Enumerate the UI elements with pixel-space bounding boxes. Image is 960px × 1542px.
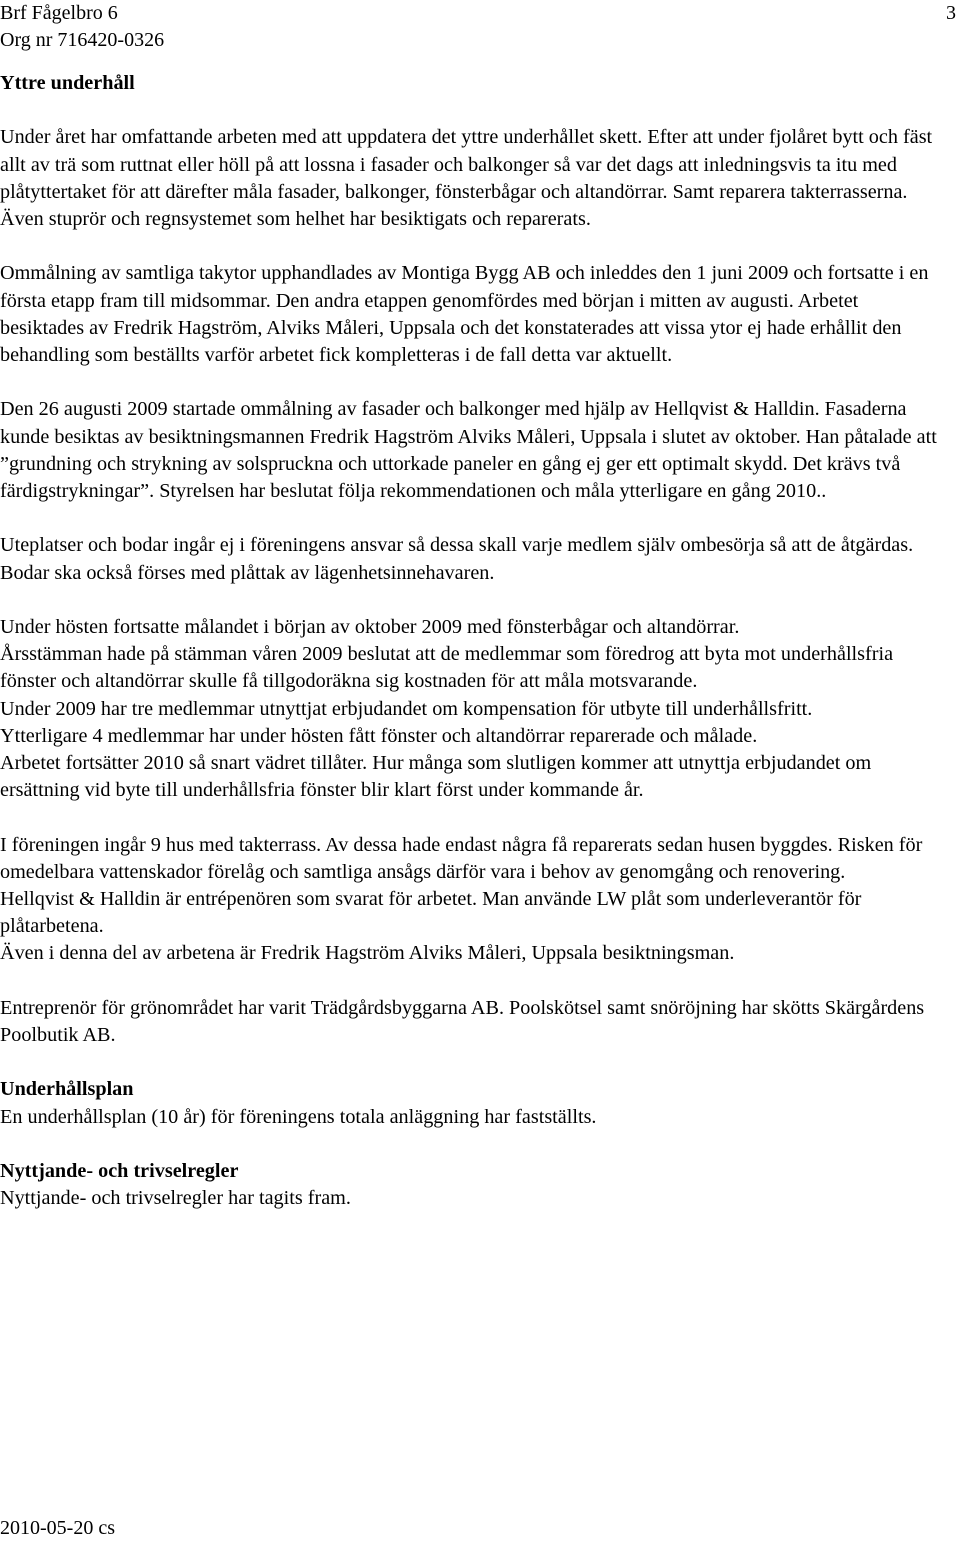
paragraph: Under 2009 har tre medlemmar utnyttjat erbjudandet om kompensation för utbyte till underhållsfritt. [0,697,813,720]
paragraph: Hellqvist & Halldin är entrépenören som svarat för arbetet. Man använde LW plåt som underleverantör för plåtarbetena. [0,888,862,938]
paragraph: Ommålning av samtliga takytor upphandlades av Montiga Bygg AB och inleddes den 1 juni 2009 och fortsatte i en första etapp fram till midsommar. Den andra etappen genomfördes med början i mitten av augusti. Arbetet besiktades av Fredrik Hagström, Alviks Måleri, Uppsala och det konstaterades att vissa ytor ej hade erhållit den behandling som beställts varför arbetet fick kompletteras i de fall detta var aktuellt. [0,262,929,366]
section-title-usage-rules: Nyttjande- och trivselregler [0,1159,239,1182]
paragraph: Även i denna del av arbetena är Fredrik Hagström Alviks Måleri, Uppsala besiktningsman. [0,942,735,965]
paragraph: Arbetet fortsätter 2010 så snart vädret tillåter. Hur många som slutligen kommer att utnyttja erbjudandet om ersättning vid byte till underhållsfria fönster blir klart först under kommande år. [0,752,872,802]
paragraph: Bodar ska också förses med plåttak av lägenhetsinnehavaren. [0,561,495,584]
paragraph: Årsstämman hade på stämman våren 2009 beslutat att de medlemmar som föredrog att byta mot underhållsfria fönster och altandörrar skulle få tillgodoräkna sig kostnaden för att måla motsvarande. [0,643,894,693]
section-title-exterior-maintenance: Yttre underhåll [0,72,135,94]
footer-date-signature: 2010-05-20 cs [0,1517,115,1539]
paragraph: Den 26 augusti 2009 startade ommålning av fasader och balkonger med hjälp av Hellqvist & Halldin. Fasaderna kunde besiktas av besiktningsmannen Fredrik Hagström Alviks Måleri, Uppsala i slutet av oktober. Han påtalade att ”grundning och strykning av solspruckna och uttorkade paneler en gång ej ger ett optimalt skydd. Det krävs två färdigstrykningar”. Styrelsen har beslutat följa rekommendationen och måla ytterligare en gång 2010.. [0,398,937,502]
usage-rules-text: Nyttjande- och trivselregler har tagits fram. [0,1187,351,1210]
org-name: Brf Fågelbro 6 [0,2,118,24]
paragraph: Uteplatser och bodar ingår ej i föreningens ansvar så dessa skall varje medlem själv ombesörja så att de åtgärdas. [0,534,914,557]
page-number: 3 [946,2,956,24]
paragraph: Under hösten fortsatte målandet i början av oktober 2009 med fönsterbågar och altandörrar. [0,615,740,638]
maintenance-plan-text: En underhållsplan (10 år) för föreningens totala anläggning har fastställts. [0,1105,597,1128]
paragraph: Under året har omfattande arbeten med att uppdatera det yttre underhållet skett. Efter att under fjolåret bytt och fäst allt av trä som ruttnat eller höll på att lossna i fasader och balkonger så var det dags att inledningsvis ta itu med plåtyttertaket för att därefter måla fasader, balkonger, fönsterbågar och altandörrar. Samt reparera takterrasserna. Även stuprör och regnsystemet som helhet har besiktigats och reparerats. [0,126,933,230]
paragraph: Entreprenör för grönområdet har varit Trädgårdsbyggarna AB. Poolskötsel samt snöröjning har skötts Skärgårdens Poolbutik AB. [0,996,925,1046]
section-title-maintenance-plan: Underhållsplan [0,1078,134,1101]
paragraph: Ytterligare 4 medlemmar har under hösten fått fönster och altandörrar reparerade och målade. [0,724,758,747]
document-body [0,70,940,1212]
paragraph: I föreningen ingår 9 hus med takterrass. Av dessa hade endast några få reparerats sedan husen byggdes. Risken för omedelbara vattenskador förelåg och samtliga ansågs därför vara i behov av genomgång och renovering. [0,833,923,883]
org-number: Org nr 716420-0326 [0,29,165,51]
